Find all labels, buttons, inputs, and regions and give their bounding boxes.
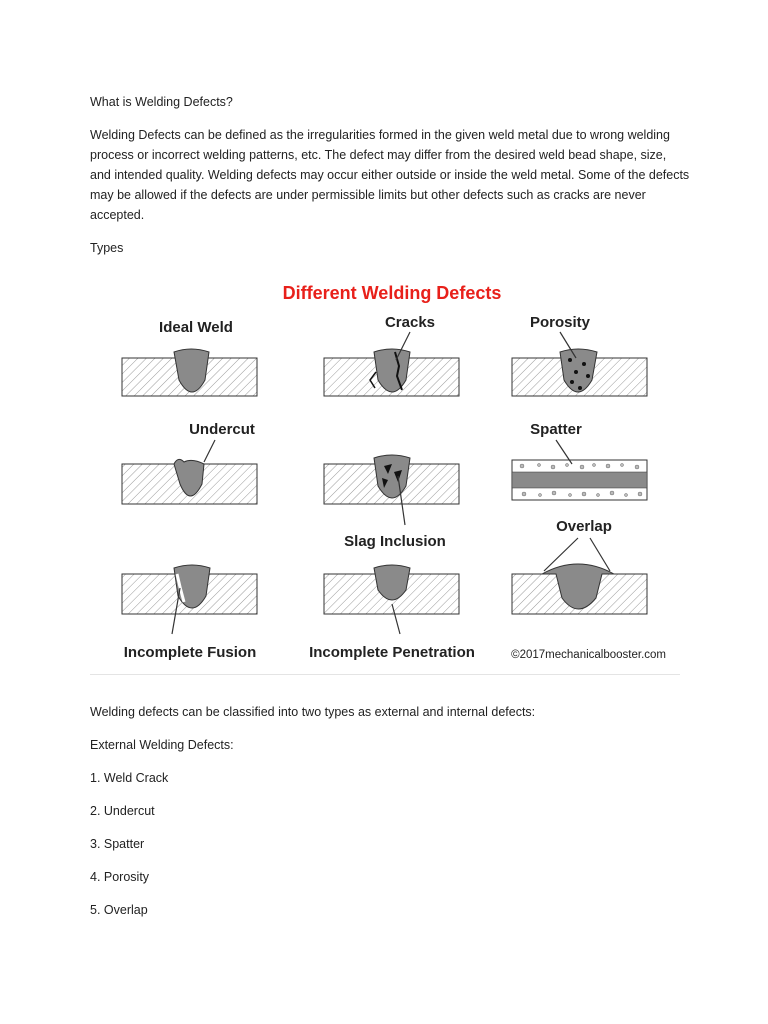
incomplete-penetration-label: Incomplete Penetration xyxy=(309,644,475,661)
overlap-diagram xyxy=(512,518,647,614)
porosity-diagram xyxy=(512,314,647,396)
incomplete-fusion-diagram xyxy=(122,565,257,661)
undercut-label: Undercut xyxy=(189,421,255,438)
undercut-diagram xyxy=(122,421,257,504)
heading: What is Welding Defects? xyxy=(90,95,233,109)
list-item: 1. Weld Crack xyxy=(90,771,169,785)
list-item: 3. Spatter xyxy=(90,837,145,851)
types-label: Types xyxy=(90,241,124,255)
overlap-label: Overlap xyxy=(556,518,612,535)
spatter-label: Spatter xyxy=(530,421,582,438)
cracks-label: Cracks xyxy=(384,314,436,331)
slag-inclusion-diagram xyxy=(324,455,459,550)
figure-title: Different Welding Defects xyxy=(282,283,502,303)
ideal-weld-label: Ideal Weld xyxy=(159,319,233,336)
list-item: 4. Porosity xyxy=(90,870,150,884)
welding-defects-figure xyxy=(92,268,682,673)
incomplete-penetration-diagram xyxy=(309,565,475,661)
porosity-label: Porosity xyxy=(529,314,591,331)
ideal-weld-diagram xyxy=(122,319,257,396)
slag-inclusion-label: Slag Inclusion xyxy=(344,533,446,550)
intro-paragraph: Welding Defects can be defined as the irregularities formed in the given weld metal due to wrong welding process or incorrect welding patterns, etc. The defect may differ from the desired weld bead shape, size, and intended quality. Welding defects may occur either outside or inside the weld metal. Some of the defects may be allowed if the defects are under permissible limits but other defects such as cracks are never accepted. xyxy=(90,128,690,222)
incomplete-fusion-label: Incomplete Fusion xyxy=(123,644,257,661)
external-defects-heading: External Welding Defects: xyxy=(90,738,234,752)
cracks-diagram xyxy=(324,314,459,396)
figure-credit: ©2017mechanicalbooster.com xyxy=(511,649,666,661)
spatter-diagram xyxy=(512,421,647,500)
classification-paragraph: Welding defects can be classified into two types as external and internal defects: xyxy=(90,705,536,719)
list-item: 5. Overlap xyxy=(90,903,148,917)
figure-divider xyxy=(90,674,680,675)
list-item: 2. Undercut xyxy=(90,804,155,818)
